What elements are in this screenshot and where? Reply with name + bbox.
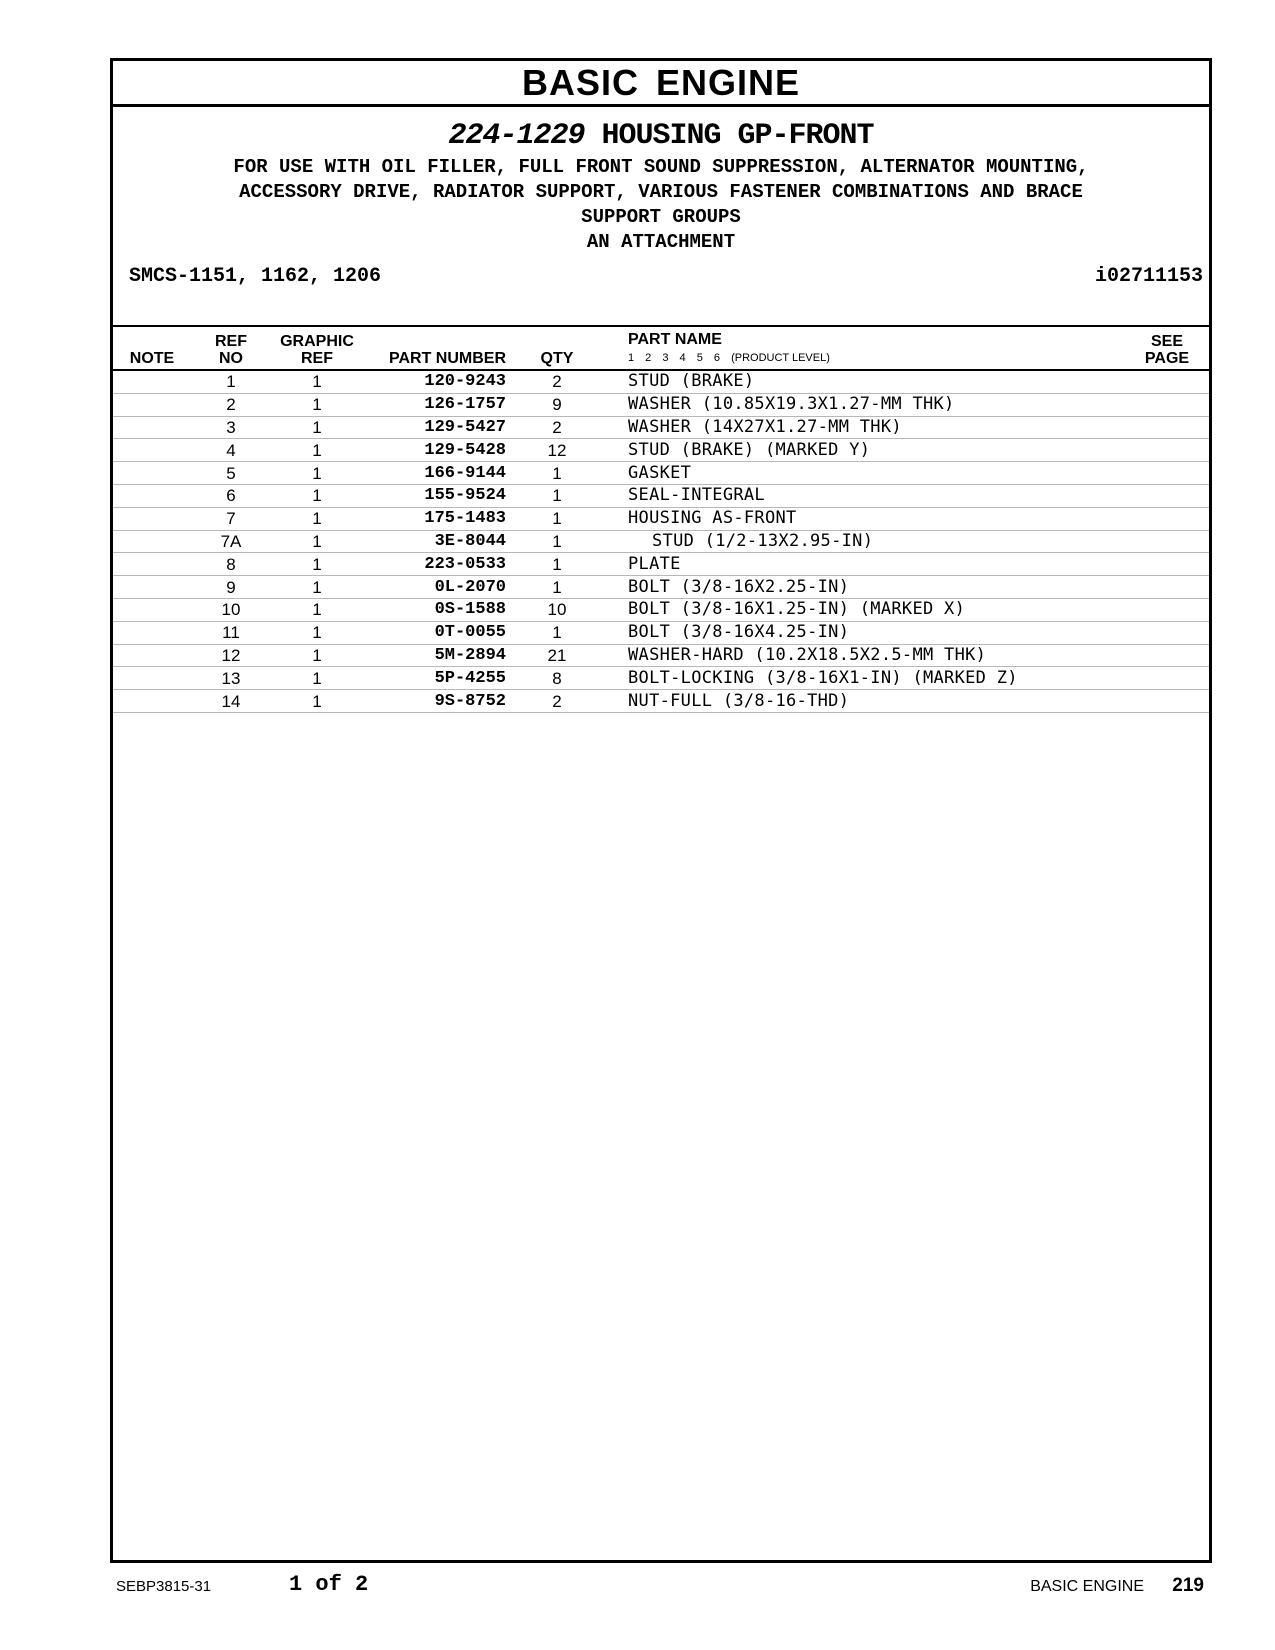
col-see-page: SEE PAGE xyxy=(1125,327,1209,370)
table-row xyxy=(113,690,1209,713)
row-note xyxy=(113,576,191,599)
row-part-number: 223-0533 xyxy=(363,553,506,576)
row-part-name: SEAL-INTEGRAL xyxy=(608,484,1125,507)
row-ref-no: 1 xyxy=(191,370,271,393)
row-see-page xyxy=(1125,416,1209,439)
table-row xyxy=(113,621,1209,644)
table-row xyxy=(113,644,1209,667)
row-graphic-ref: 1 xyxy=(271,462,363,485)
group-part-number: 224-1229 xyxy=(448,119,585,153)
row-see-page xyxy=(1125,370,1209,393)
page-of-indicator: 1 of 2 xyxy=(289,1572,369,1597)
table-row xyxy=(113,484,1209,507)
row-part-name: NUT-FULL (3/8-16-THD) xyxy=(608,690,1125,713)
row-ref-no: 3 xyxy=(191,416,271,439)
row-part-name: WASHER (10.85X19.3X1.27-MM THK) xyxy=(608,393,1125,416)
row-qty: 8 xyxy=(506,667,608,690)
row-see-page xyxy=(1125,667,1209,690)
row-qty: 1 xyxy=(506,553,608,576)
row-note xyxy=(113,484,191,507)
row-ref-no: 13 xyxy=(191,667,271,690)
section-title: BASIC ENGINE xyxy=(113,61,1209,107)
row-part-number: 129-5427 xyxy=(363,416,506,439)
row-qty: 1 xyxy=(506,576,608,599)
row-part-name: STUD (BRAKE) (MARKED Y) xyxy=(608,439,1125,462)
row-graphic-ref: 1 xyxy=(271,484,363,507)
row-note xyxy=(113,690,191,713)
row-note xyxy=(113,370,191,393)
row-note xyxy=(113,416,191,439)
row-see-page xyxy=(1125,576,1209,599)
row-graphic-ref: 1 xyxy=(271,553,363,576)
row-see-page xyxy=(1125,530,1209,553)
row-qty: 9 xyxy=(506,393,608,416)
row-note xyxy=(113,462,191,485)
group-title xyxy=(113,119,1209,153)
row-part-number: 5P-4255 xyxy=(363,667,506,690)
group-name: HOUSING GP-FRONT xyxy=(601,119,874,153)
row-graphic-ref: 1 xyxy=(271,667,363,690)
row-part-number: 9S-8752 xyxy=(363,690,506,713)
row-part-number: 175-1483 xyxy=(363,507,506,530)
row-note xyxy=(113,667,191,690)
row-graphic-ref: 1 xyxy=(271,621,363,644)
row-ref-no: 6 xyxy=(191,484,271,507)
row-note xyxy=(113,507,191,530)
info-id: i02711153 xyxy=(1094,265,1203,288)
row-part-number: 126-1757 xyxy=(363,393,506,416)
row-part-name: BOLT-LOCKING (3/8-16X1-IN) (MARKED Z) xyxy=(608,667,1125,690)
row-graphic-ref: 1 xyxy=(271,439,363,462)
row-part-name: HOUSING AS-FRONT xyxy=(608,507,1125,530)
row-see-page xyxy=(1125,621,1209,644)
col-part-name: PART NAME 1 2 3 4 5 6 (PRODUCT LEVEL) xyxy=(608,327,1125,370)
description-line: SUPPORT GROUPS xyxy=(581,206,741,228)
row-part-number: 0S-1588 xyxy=(363,598,506,621)
row-qty: 2 xyxy=(506,370,608,393)
page-frame xyxy=(110,58,1212,1563)
row-note xyxy=(113,393,191,416)
row-graphic-ref: 1 xyxy=(271,530,363,553)
parts-table-body xyxy=(113,370,1209,712)
row-part-name: WASHER-HARD (10.2X18.5X2.5-MM THK) xyxy=(608,644,1125,667)
description-line: ACCESSORY DRIVE, RADIATOR SUPPORT, VARIOUS FASTENER COMBINATIONS AND BRACE xyxy=(239,181,1083,203)
group-description xyxy=(113,155,1209,255)
row-see-page xyxy=(1125,553,1209,576)
row-note xyxy=(113,530,191,553)
row-ref-no: 5 xyxy=(191,462,271,485)
col-part-number: PART NUMBER xyxy=(363,327,506,370)
row-see-page xyxy=(1125,644,1209,667)
row-ref-no: 10 xyxy=(191,598,271,621)
col-qty: QTY xyxy=(506,327,608,370)
row-graphic-ref: 1 xyxy=(271,393,363,416)
row-note xyxy=(113,439,191,462)
row-qty: 1 xyxy=(506,507,608,530)
table-row xyxy=(113,393,1209,416)
row-ref-no: 8 xyxy=(191,553,271,576)
row-see-page xyxy=(1125,393,1209,416)
row-qty: 12 xyxy=(506,439,608,462)
row-qty: 1 xyxy=(506,462,608,485)
row-part-name: BOLT (3/8-16X1.25-IN) (MARKED X) xyxy=(608,598,1125,621)
smcs-codes: SMCS-1151, 1162, 1206 xyxy=(129,265,382,288)
row-qty: 10 xyxy=(506,598,608,621)
row-graphic-ref: 1 xyxy=(271,690,363,713)
row-note xyxy=(113,553,191,576)
row-graphic-ref: 1 xyxy=(271,576,363,599)
row-note xyxy=(113,644,191,667)
table-row xyxy=(113,370,1209,393)
table-row xyxy=(113,416,1209,439)
row-qty: 2 xyxy=(506,690,608,713)
row-ref-no: 7 xyxy=(191,507,271,530)
description-line: AN ATTACHMENT xyxy=(586,231,736,253)
table-row xyxy=(113,553,1209,576)
row-part-name: GASKET xyxy=(608,462,1125,485)
row-ref-no: 9 xyxy=(191,576,271,599)
row-part-number: 5M-2894 xyxy=(363,644,506,667)
row-ref-no: 14 xyxy=(191,690,271,713)
row-part-number: 166-9144 xyxy=(363,462,506,485)
row-see-page xyxy=(1125,439,1209,462)
row-part-number: 0T-0055 xyxy=(363,621,506,644)
row-part-name: BOLT (3/8-16X2.25-IN) xyxy=(608,576,1125,599)
table-row xyxy=(113,439,1209,462)
product-level-legend: 1 2 3 4 5 6 (PRODUCT LEVEL) xyxy=(628,352,830,364)
row-qty: 2 xyxy=(506,416,608,439)
row-qty: 21 xyxy=(506,644,608,667)
row-see-page xyxy=(1125,690,1209,713)
table-row xyxy=(113,462,1209,485)
table-row xyxy=(113,576,1209,599)
row-ref-no: 4 xyxy=(191,439,271,462)
table-row xyxy=(113,667,1209,690)
row-part-name: STUD (1/2-13X2.95-IN) xyxy=(608,530,1125,553)
row-see-page xyxy=(1125,598,1209,621)
meta-row xyxy=(113,261,1209,289)
row-part-number: 3E-8044 xyxy=(363,530,506,553)
table-header-row xyxy=(113,327,1209,370)
row-part-name: WASHER (14X27X1.27-MM THK) xyxy=(608,416,1125,439)
row-part-name: STUD (BRAKE) xyxy=(608,370,1125,393)
row-graphic-ref: 1 xyxy=(271,644,363,667)
parts-table xyxy=(113,327,1209,713)
row-part-number: 129-5428 xyxy=(363,439,506,462)
table-row xyxy=(113,507,1209,530)
footer-section: BASIC ENGINE xyxy=(1030,1578,1144,1595)
row-qty: 1 xyxy=(506,530,608,553)
row-part-number: 0L-2070 xyxy=(363,576,506,599)
row-ref-no: 7A xyxy=(191,530,271,553)
row-note xyxy=(113,598,191,621)
row-see-page xyxy=(1125,507,1209,530)
row-graphic-ref: 1 xyxy=(271,416,363,439)
table-row xyxy=(113,530,1209,553)
row-ref-no: 11 xyxy=(191,621,271,644)
row-ref-no: 12 xyxy=(191,644,271,667)
row-graphic-ref: 1 xyxy=(271,507,363,530)
description-line: FOR USE WITH OIL FILLER, FULL FRONT SOUND SUPPRESSION, ALTERNATOR MOUNTING, xyxy=(233,156,1089,178)
row-part-number: 120-9243 xyxy=(363,370,506,393)
page-number: 219 xyxy=(1172,1575,1204,1596)
row-graphic-ref: 1 xyxy=(271,598,363,621)
col-graphic-ref: GRAPHIC REF xyxy=(271,327,363,370)
page-footer xyxy=(116,1572,1210,1602)
row-ref-no: 2 xyxy=(191,393,271,416)
row-graphic-ref: 1 xyxy=(271,370,363,393)
row-part-number: 155-9524 xyxy=(363,484,506,507)
table-row xyxy=(113,598,1209,621)
row-qty: 1 xyxy=(506,484,608,507)
row-part-name: PLATE xyxy=(608,553,1125,576)
row-note xyxy=(113,621,191,644)
row-qty: 1 xyxy=(506,621,608,644)
col-ref-no: REF NO xyxy=(191,327,271,370)
row-see-page xyxy=(1125,462,1209,485)
col-note: NOTE xyxy=(113,327,191,370)
row-part-name: BOLT (3/8-16X4.25-IN) xyxy=(608,621,1125,644)
row-see-page xyxy=(1125,484,1209,507)
document-id: SEBP3815-31 xyxy=(116,1578,212,1595)
